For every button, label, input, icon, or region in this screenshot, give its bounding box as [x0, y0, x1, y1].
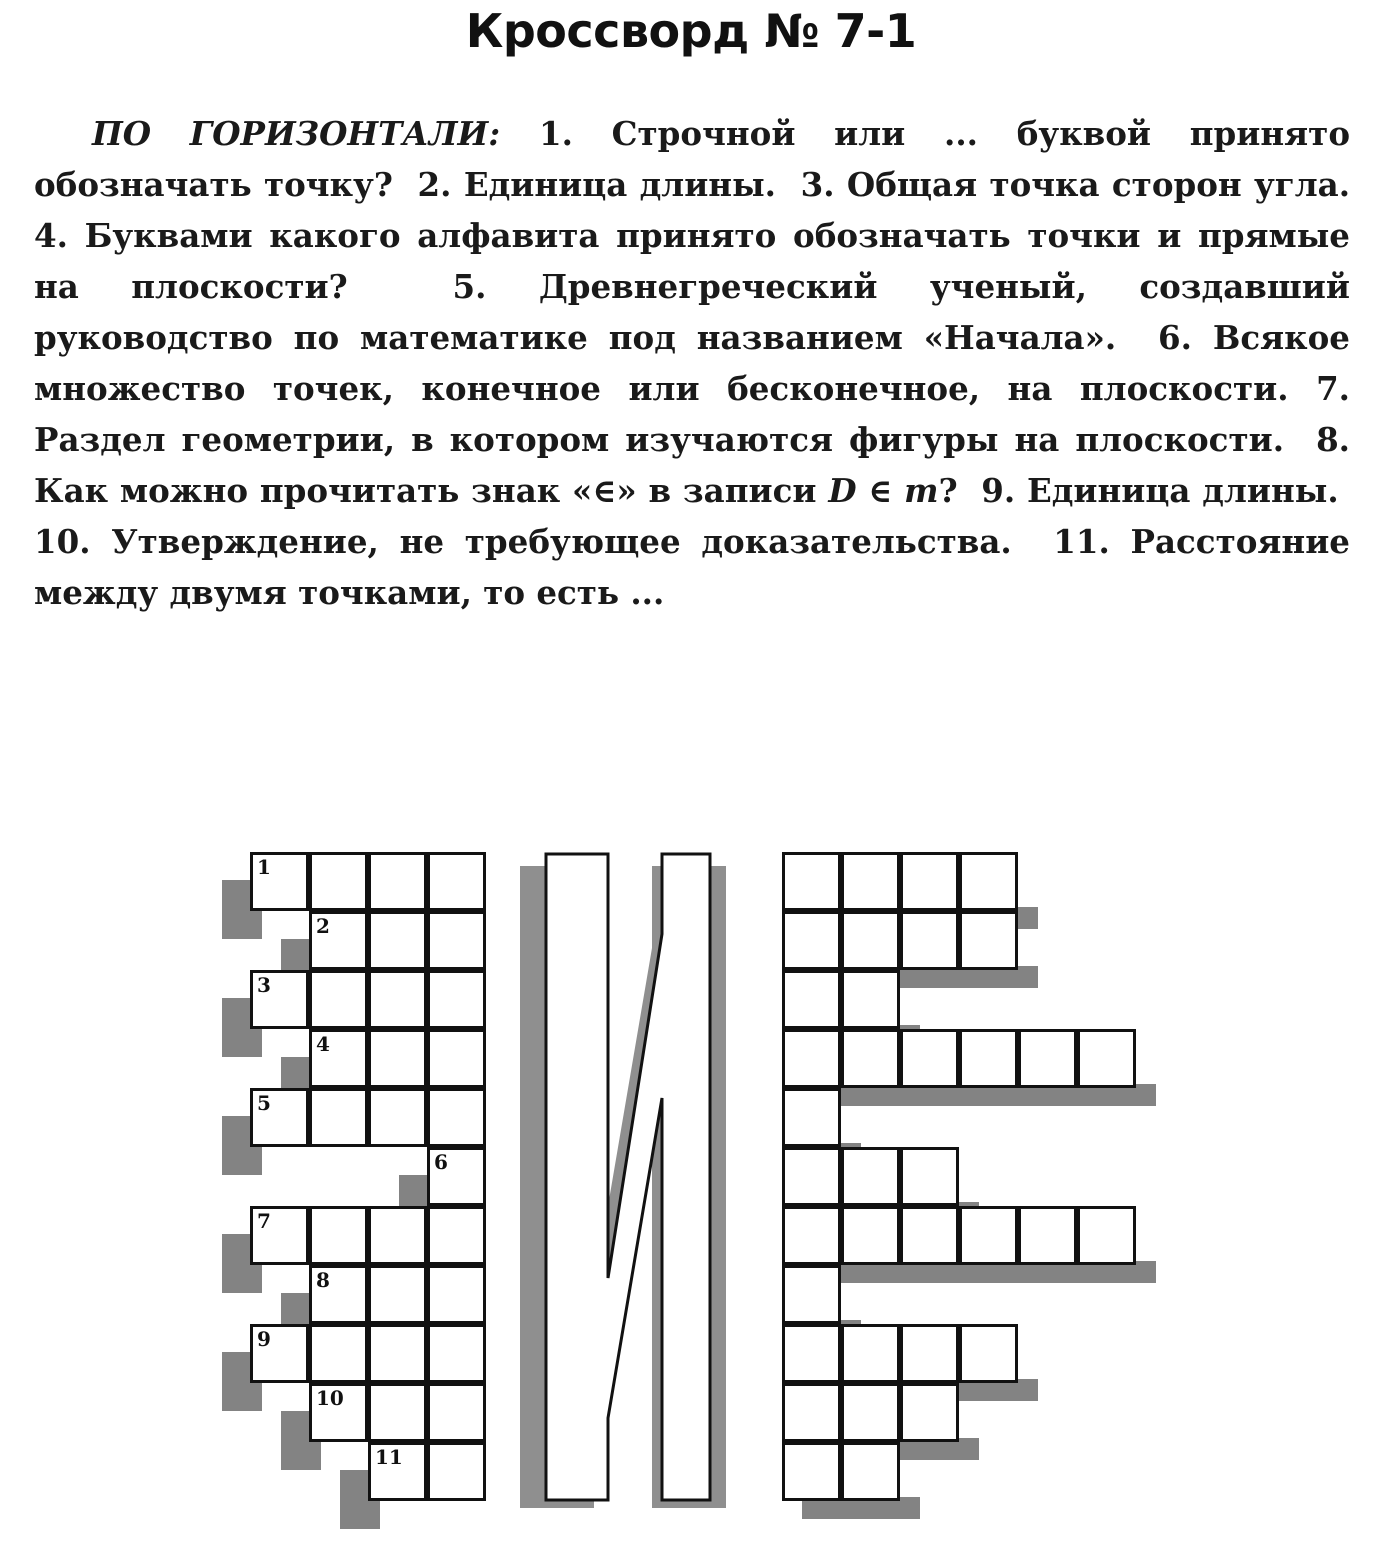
grid-cell[interactable]	[309, 970, 368, 1029]
grid-cell[interactable]	[309, 1324, 368, 1383]
center-letter-i	[510, 848, 730, 1508]
grid-cell[interactable]	[782, 1029, 841, 1088]
grid-cell[interactable]	[427, 1029, 486, 1088]
grid-cell[interactable]	[368, 1265, 427, 1324]
grid-cell[interactable]	[368, 1324, 427, 1383]
grid-cell[interactable]	[900, 852, 959, 911]
clue-number-label: 1	[257, 855, 271, 879]
grid-cell[interactable]	[309, 1088, 368, 1147]
clue-number-label: 8	[316, 1268, 330, 1292]
clue-7-text: Раздел геометрии, в котором изучаются фигуры на плоскости.	[34, 420, 1285, 459]
clue-number-label: 3	[257, 973, 271, 997]
clue-number-label: 9	[257, 1327, 271, 1351]
clue-11-text: Расстояние между двумя точками, то есть ...	[34, 522, 1350, 612]
clue-1-text: Строчной или ... буквой принято обозначать точку?	[34, 114, 1351, 204]
grid-cell[interactable]	[427, 1324, 486, 1383]
page-title: Кроссворд № 7-1	[465, 4, 917, 58]
clue-5-text: Древнегреческий ученый, создавший руководство по математике под названием «Начала».	[34, 267, 1350, 357]
grid-cell[interactable]	[250, 1088, 309, 1147]
grid-cell[interactable]	[1018, 1206, 1077, 1265]
grid-cell[interactable]	[250, 1324, 309, 1383]
grid-cell[interactable]	[959, 852, 1018, 911]
grid-cell[interactable]	[782, 911, 841, 970]
clue-2-text: Единица длины.	[463, 165, 776, 204]
grid-cell[interactable]	[309, 852, 368, 911]
grid-cell[interactable]	[309, 1029, 368, 1088]
clue-4-text: Буквами какого алфавита принято обозначать точки и прямые на плоскости?	[34, 216, 1350, 306]
clue-6-text: Всякое множество точек, конечное или бесконечное, на плоскости.	[34, 318, 1350, 408]
grid-cell[interactable]	[841, 1147, 900, 1206]
grid-cell[interactable]	[782, 970, 841, 1029]
grid-cell[interactable]	[841, 852, 900, 911]
clue-2-number: 2.	[417, 165, 452, 204]
grid-cell[interactable]	[782, 1206, 841, 1265]
clue-number-label: 7	[257, 1209, 271, 1233]
clue-number-label: 10	[316, 1386, 344, 1410]
grid-cell[interactable]	[309, 1206, 368, 1265]
grid-cell[interactable]	[427, 852, 486, 911]
clue-number-label: 4	[316, 1032, 330, 1056]
grid-cell[interactable]	[427, 1088, 486, 1147]
grid-cell[interactable]	[368, 1206, 427, 1265]
grid-cell[interactable]	[959, 1029, 1018, 1088]
clue-1-number: 1.	[538, 114, 573, 153]
clue-10-number: 10.	[34, 522, 91, 561]
grid-cell[interactable]	[782, 1324, 841, 1383]
clue-number-label: 6	[434, 1150, 448, 1174]
clue-11-number: 11.	[1053, 522, 1110, 561]
grid-cell[interactable]	[427, 1206, 486, 1265]
grid-cell[interactable]	[1018, 1029, 1077, 1088]
grid-cell[interactable]	[841, 1324, 900, 1383]
grid-cell[interactable]	[368, 1088, 427, 1147]
grid-cell[interactable]	[841, 1206, 900, 1265]
grid-cell[interactable]	[427, 970, 486, 1029]
grid-cell[interactable]	[782, 1147, 841, 1206]
center-letter-shape	[546, 854, 710, 1500]
grid-cell[interactable]	[782, 1265, 841, 1324]
grid-cell[interactable]	[900, 1206, 959, 1265]
grid-cell[interactable]	[900, 1029, 959, 1088]
clue-7-number: 7.	[1316, 369, 1350, 408]
grid-cell[interactable]	[900, 1324, 959, 1383]
grid-cell[interactable]	[427, 1383, 486, 1442]
grid-cell[interactable]	[368, 970, 427, 1029]
clue-9-text: Единица длины.	[1026, 471, 1339, 510]
grid-cell[interactable]	[782, 1088, 841, 1147]
clue-number-label: 5	[257, 1091, 271, 1115]
clue-6-number: 6.	[1158, 318, 1192, 357]
clue-10-text: Утверждение, не требующее доказательства.	[111, 522, 1012, 561]
grid-cell[interactable]	[250, 970, 309, 1029]
grid-cell[interactable]	[368, 852, 427, 911]
grid-cell[interactable]	[368, 1383, 427, 1442]
grid-cell[interactable]	[1077, 1029, 1136, 1088]
grid-cell[interactable]	[900, 911, 959, 970]
clue-3-number: 3.	[800, 165, 835, 204]
clue-8-text: Как можно прочитать знак «∈» в записи	[34, 471, 817, 510]
grid-cell[interactable]	[782, 852, 841, 911]
grid-cell[interactable]	[959, 1206, 1018, 1265]
grid-cell[interactable]	[427, 1265, 486, 1324]
clue-3-text: Общая точка сторон угла.	[846, 165, 1351, 204]
grid-cell[interactable]	[959, 911, 1018, 970]
grid-cell[interactable]	[841, 1383, 900, 1442]
clue-8-question-mark: ?	[938, 471, 958, 510]
grid-cell[interactable]	[1077, 1206, 1136, 1265]
grid-cell[interactable]	[959, 1324, 1018, 1383]
grid-cell[interactable]	[368, 1029, 427, 1088]
grid-cell[interactable]	[427, 1147, 486, 1206]
clue-number-label: 11	[375, 1445, 403, 1469]
grid-cell[interactable]	[900, 1147, 959, 1206]
clues-heading: ПО ГОРИЗОНТАЛИ:	[92, 114, 501, 153]
grid-cell[interactable]	[309, 1383, 368, 1442]
grid-cell[interactable]	[368, 1442, 427, 1501]
grid-cell[interactable]	[841, 911, 900, 970]
grid-cell[interactable]	[782, 1383, 841, 1442]
clue-5-number: 5.	[452, 267, 487, 306]
clue-8-number: 8.	[1316, 420, 1350, 459]
grid-cell[interactable]	[900, 1383, 959, 1442]
grid-cell[interactable]	[841, 1442, 900, 1501]
clue-number-label: 2	[316, 914, 330, 938]
grid-cell[interactable]	[427, 911, 486, 970]
grid-cell[interactable]	[250, 852, 309, 911]
grid-cell[interactable]	[427, 1442, 486, 1501]
grid-cell[interactable]	[841, 1029, 900, 1088]
grid-cell[interactable]	[309, 911, 368, 970]
clue-8-formula: D ∈ m	[828, 471, 939, 510]
grid-cell[interactable]	[841, 970, 900, 1029]
grid-cell[interactable]	[368, 911, 427, 970]
grid-cell[interactable]	[309, 1265, 368, 1324]
clue-9-number: 9.	[981, 471, 1016, 510]
grid-cell[interactable]	[782, 1442, 841, 1501]
grid-cell[interactable]	[250, 1206, 309, 1265]
clue-4-number: 4.	[34, 216, 68, 255]
